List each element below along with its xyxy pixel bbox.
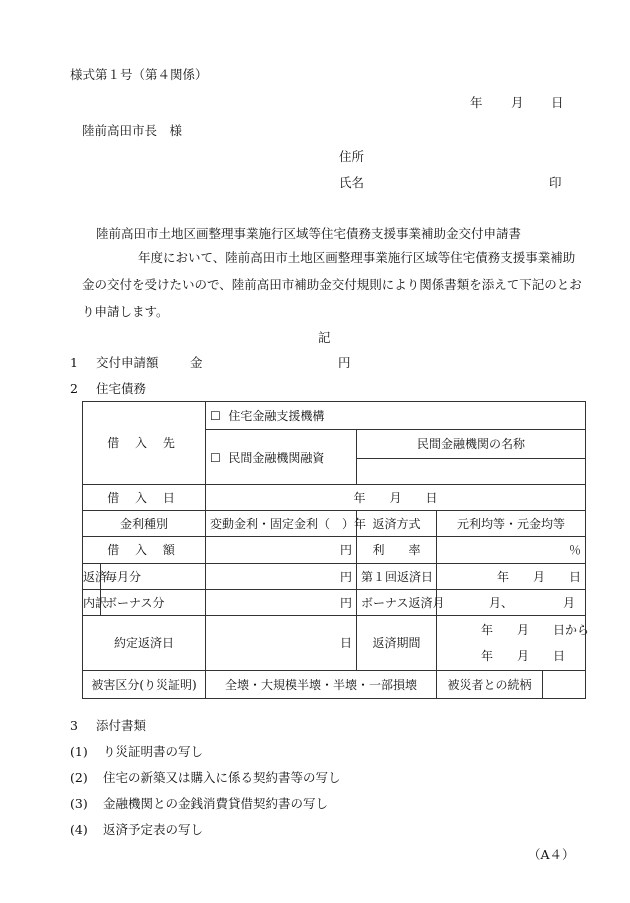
item1-number: 1 (70, 355, 78, 370)
body-paragraph: 年度において、陸前高田市土地区画整理事業施行区域等住宅債務支援事業補助金の交付を受けたいので、陸前高田市補助金交付規則により関係書類を添えて下記のとおり申請します。 (82, 250, 582, 319)
item3-label: 添付書類 (96, 718, 147, 733)
attachment-2-text: 住宅の新築又は購入に係る契約書等の写し (103, 770, 341, 785)
monthly-label: 毎月分 (101, 563, 206, 589)
rate-percent[interactable]: ％ (437, 537, 586, 563)
first-repay-label: 第１回返済日 (357, 563, 437, 589)
item3-number: 3 (70, 718, 78, 733)
bonus-label: ボーナス分 (101, 589, 206, 615)
name-label: 氏名 (339, 175, 365, 190)
loan-date-label: 借 入 日 (83, 484, 206, 510)
bonus-month-2: 月 (563, 595, 576, 610)
loan-date-value[interactable]: 年 月 日 (206, 484, 586, 510)
repay-method-label: 返済方式 (357, 511, 437, 537)
rate-type-label: 金利種別 (83, 511, 206, 537)
seal-mark: 印 (549, 175, 562, 190)
period-value[interactable] (437, 616, 590, 671)
relation-label: 被災者との続柄 (437, 670, 543, 698)
address-label: 住所 (339, 149, 365, 164)
period-to: 年 月 日 (481, 648, 566, 663)
item1-label: 交付申請額 (96, 355, 159, 370)
attachment-1-text: り災証明書の写し (103, 744, 204, 759)
option-private[interactable] (206, 430, 357, 485)
bonus-month-value[interactable] (437, 589, 586, 615)
item1-kin: 金 (190, 355, 203, 370)
rate-label: 利 率 (357, 537, 437, 563)
paper-size: （A４） (528, 847, 575, 862)
repay-method-value[interactable]: 元利均等・元金均等 (437, 511, 586, 537)
bonus-month-1: 月、 (489, 595, 514, 610)
loan-amount-yen[interactable]: 円 (206, 537, 357, 563)
breakdown-label-top: 返済 (83, 563, 101, 589)
item2-label: 住宅債務 (96, 381, 147, 396)
damage-value[interactable]: 全壊・大規模半壊・半壊・一部損壊 (206, 670, 437, 698)
item1-yen: 円 (338, 355, 351, 370)
period-from: 年 月 日から (481, 622, 590, 637)
addressee: 陸前高田市長 様 (82, 123, 183, 138)
option-jhf[interactable] (206, 402, 586, 430)
attachment-4-text: 返済予定表の写し (103, 822, 204, 837)
attachment-1-number: (1) (70, 744, 88, 759)
checkbox-jhf[interactable]: ☐ (210, 409, 221, 424)
agreed-date-day[interactable]: 日 (206, 616, 357, 671)
private-name-field[interactable] (357, 458, 586, 484)
attachment-4-number: (4) (70, 822, 88, 837)
first-repay-value[interactable]: 年 月 日 (437, 563, 586, 589)
period-label: 返済期間 (357, 616, 437, 671)
agreed-date-label: 約定返済日 (83, 616, 206, 671)
breakdown-label-bottom: 内訳 (83, 589, 101, 615)
private-name-label: 民間金融機関の名称 (357, 430, 586, 458)
attachment-3-text: 金融機関との金銭消費貸借契約書の写し (103, 796, 329, 811)
option-private-label: 民間金融機関融資 (228, 450, 325, 465)
monthly-yen[interactable]: 円 (206, 563, 357, 589)
checkbox-private[interactable]: ☐ (210, 450, 221, 465)
damage-label: 被害区分(り災証明) (83, 670, 206, 698)
attachment-2-number: (2) (70, 770, 88, 785)
rate-type-value[interactable]: 変動金利・固定金利（ ）年 (206, 511, 357, 537)
item2-number: 2 (70, 381, 78, 396)
lender-label: 借 入 先 (83, 402, 206, 485)
relation-field[interactable] (543, 670, 586, 698)
document-title: 陸前高田市土地区画整理事業施行区域等住宅債務支援事業補助金交付申請書 (96, 226, 522, 241)
housing-debt-table (82, 401, 590, 699)
attachment-3-number: (3) (70, 796, 88, 811)
bonus-month-label: ボーナス返済月 (357, 589, 437, 615)
loan-amount-label: 借 入 額 (83, 537, 206, 563)
option-jhf-label: 住宅金融支援機構 (228, 409, 325, 424)
date-day: 日 (551, 95, 564, 110)
ki-mark: 記 (318, 330, 331, 345)
bonus-yen[interactable]: 円 (206, 589, 357, 615)
form-number: 様式第１号（第４関係） (70, 67, 208, 82)
date-year: 年 (470, 95, 483, 110)
date-month: 月 (511, 95, 524, 110)
